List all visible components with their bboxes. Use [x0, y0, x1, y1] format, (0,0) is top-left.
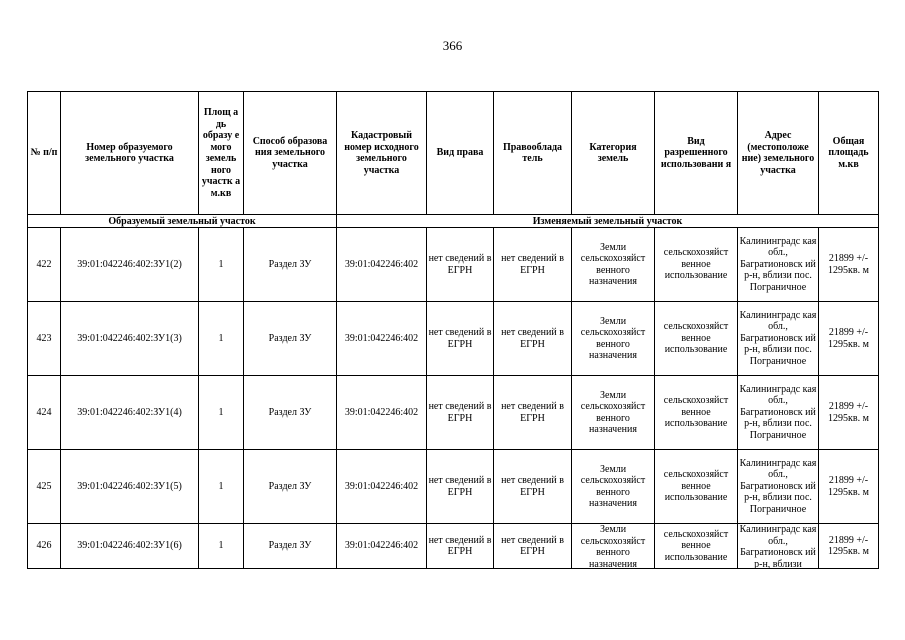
header-category: Категория земель — [572, 92, 655, 215]
cell-num: 426 — [28, 524, 61, 569]
cell-num: 424 — [28, 376, 61, 450]
cell-total: 21899 +/- 1295кв. м — [819, 450, 879, 524]
cell-category: Земли сельскохозяйст венного назначения — [572, 450, 655, 524]
cell-method: Раздел ЗУ — [244, 376, 337, 450]
cell-area: 1 — [199, 450, 244, 524]
cell-use: сельскохозяйст венное использование — [655, 524, 738, 569]
cell-category — [572, 524, 655, 569]
header-right: Вид права — [427, 92, 494, 215]
cell-holder: нет сведений в ЕГРН — [494, 450, 572, 524]
cell-category: Земли сельскохозяйст венного назначения — [572, 228, 655, 302]
table-header-row — [28, 92, 879, 215]
cell-address — [738, 302, 819, 376]
cell-address — [738, 228, 819, 302]
cell-use: сельскохозяйст венное использование — [655, 450, 738, 524]
cell-parcel: 39:01:042246:402:ЗУ1(4) — [61, 376, 199, 450]
section-changed: Изменяемый земельный участок — [337, 215, 879, 228]
table-row — [28, 524, 879, 569]
cell-category: Земли сельскохозяйст венного назначения — [572, 302, 655, 376]
cell-source: 39:01:042246:402 — [337, 376, 427, 450]
cell-use: сельскохозяйст венное использование — [655, 302, 738, 376]
cell-method: Раздел ЗУ — [244, 524, 337, 569]
address-text: Калининградс кая обл., Багратионовск ий р-н, вблизи — [739, 524, 817, 568]
cell-address — [738, 450, 819, 524]
cell-area: 1 — [199, 524, 244, 569]
cell-right: нет сведений в ЕГРН — [427, 450, 494, 524]
land-plots-table — [27, 91, 879, 569]
cell-total: 21899 +/- 1295кв. м — [819, 302, 879, 376]
cell-total: 21899 +/- 1295кв. м — [819, 524, 879, 569]
table-row — [28, 302, 879, 376]
header-area: Площ а дь образу е мого земель ного участк а м.кв — [199, 92, 244, 215]
cell-source: 39:01:042246:402 — [337, 228, 427, 302]
cell-area: 1 — [199, 376, 244, 450]
table-row — [28, 228, 879, 302]
cell-holder: нет сведений в ЕГРН — [494, 376, 572, 450]
section-formed: Образуемый земельный участок — [28, 215, 337, 228]
header-source: Кадастровый номер исходного земельного участка — [337, 92, 427, 215]
cell-area: 1 — [199, 228, 244, 302]
cell-parcel: 39:01:042246:402:ЗУ1(6) — [61, 524, 199, 569]
table-row — [28, 376, 879, 450]
header-parcel: Номер образуемого земельного участка — [61, 92, 199, 215]
cell-address — [738, 376, 819, 450]
cell-source: 39:01:042246:402 — [337, 450, 427, 524]
table-row — [28, 450, 879, 524]
address-text: Калининградс кая обл., Багратионовск ий р-н, вблизи пос. Пограничное — [739, 309, 817, 367]
cell-right: нет сведений в ЕГРН — [427, 524, 494, 569]
cell-holder: нет сведений в ЕГРН — [494, 302, 572, 376]
address-text: Калининградс кая обл., Багратионовск ий р-н, вблизи пос. Пограничное — [739, 383, 817, 441]
cell-holder: нет сведений в ЕГРН — [494, 228, 572, 302]
header-use: Вид разрешенного использовани я — [655, 92, 738, 215]
address-text: Калининградс кая обл., Багратионовск ий р-н, вблизи пос. Пограничное — [739, 457, 817, 515]
cell-parcel: 39:01:042246:402:ЗУ1(5) — [61, 450, 199, 524]
cell-total: 21899 +/- 1295кв. м — [819, 376, 879, 450]
cell-category: Земли сельскохозяйст венного назначения — [572, 376, 655, 450]
cell-num: 422 — [28, 228, 61, 302]
cell-use: сельскохозяйст венное использование — [655, 228, 738, 302]
page-number: 366 — [442, 38, 463, 53]
cell-right: нет сведений в ЕГРН — [427, 376, 494, 450]
header-holder: Правооблада тель — [494, 92, 572, 215]
header-method: Способ образова ния земельного участка — [244, 92, 337, 215]
cell-method: Раздел ЗУ — [244, 302, 337, 376]
cell-right: нет сведений в ЕГРН — [427, 228, 494, 302]
cell-area: 1 — [199, 302, 244, 376]
cell-method: Раздел ЗУ — [244, 228, 337, 302]
cell-total: 21899 +/- 1295кв. м — [819, 228, 879, 302]
cell-use: сельскохозяйст венное использование — [655, 376, 738, 450]
section-row — [28, 215, 879, 228]
header-num: № п/п — [28, 92, 61, 215]
cell-source: 39:01:042246:402 — [337, 302, 427, 376]
cell-right: нет сведений в ЕГРН — [427, 302, 494, 376]
cell-parcel: 39:01:042246:402:ЗУ1(2) — [61, 228, 199, 302]
cell-num: 423 — [28, 302, 61, 376]
cell-num: 425 — [28, 450, 61, 524]
cell-address — [738, 524, 819, 569]
cell-method: Раздел ЗУ — [244, 450, 337, 524]
cell-parcel: 39:01:042246:402:ЗУ1(3) — [61, 302, 199, 376]
header-total: Общая площадь м.кв — [819, 92, 879, 215]
address-text: Калининградс кая обл., Багратионовск ий р-н, вблизи пос. Пограничное — [739, 235, 817, 293]
cell-source: 39:01:042246:402 — [337, 524, 427, 569]
header-address: Адрес (местоположе ние) земельного участка — [738, 92, 819, 215]
category-text: Земли сельскохозяйст венного назначения — [580, 524, 646, 568]
cell-holder: нет сведений в ЕГРН — [494, 524, 572, 569]
